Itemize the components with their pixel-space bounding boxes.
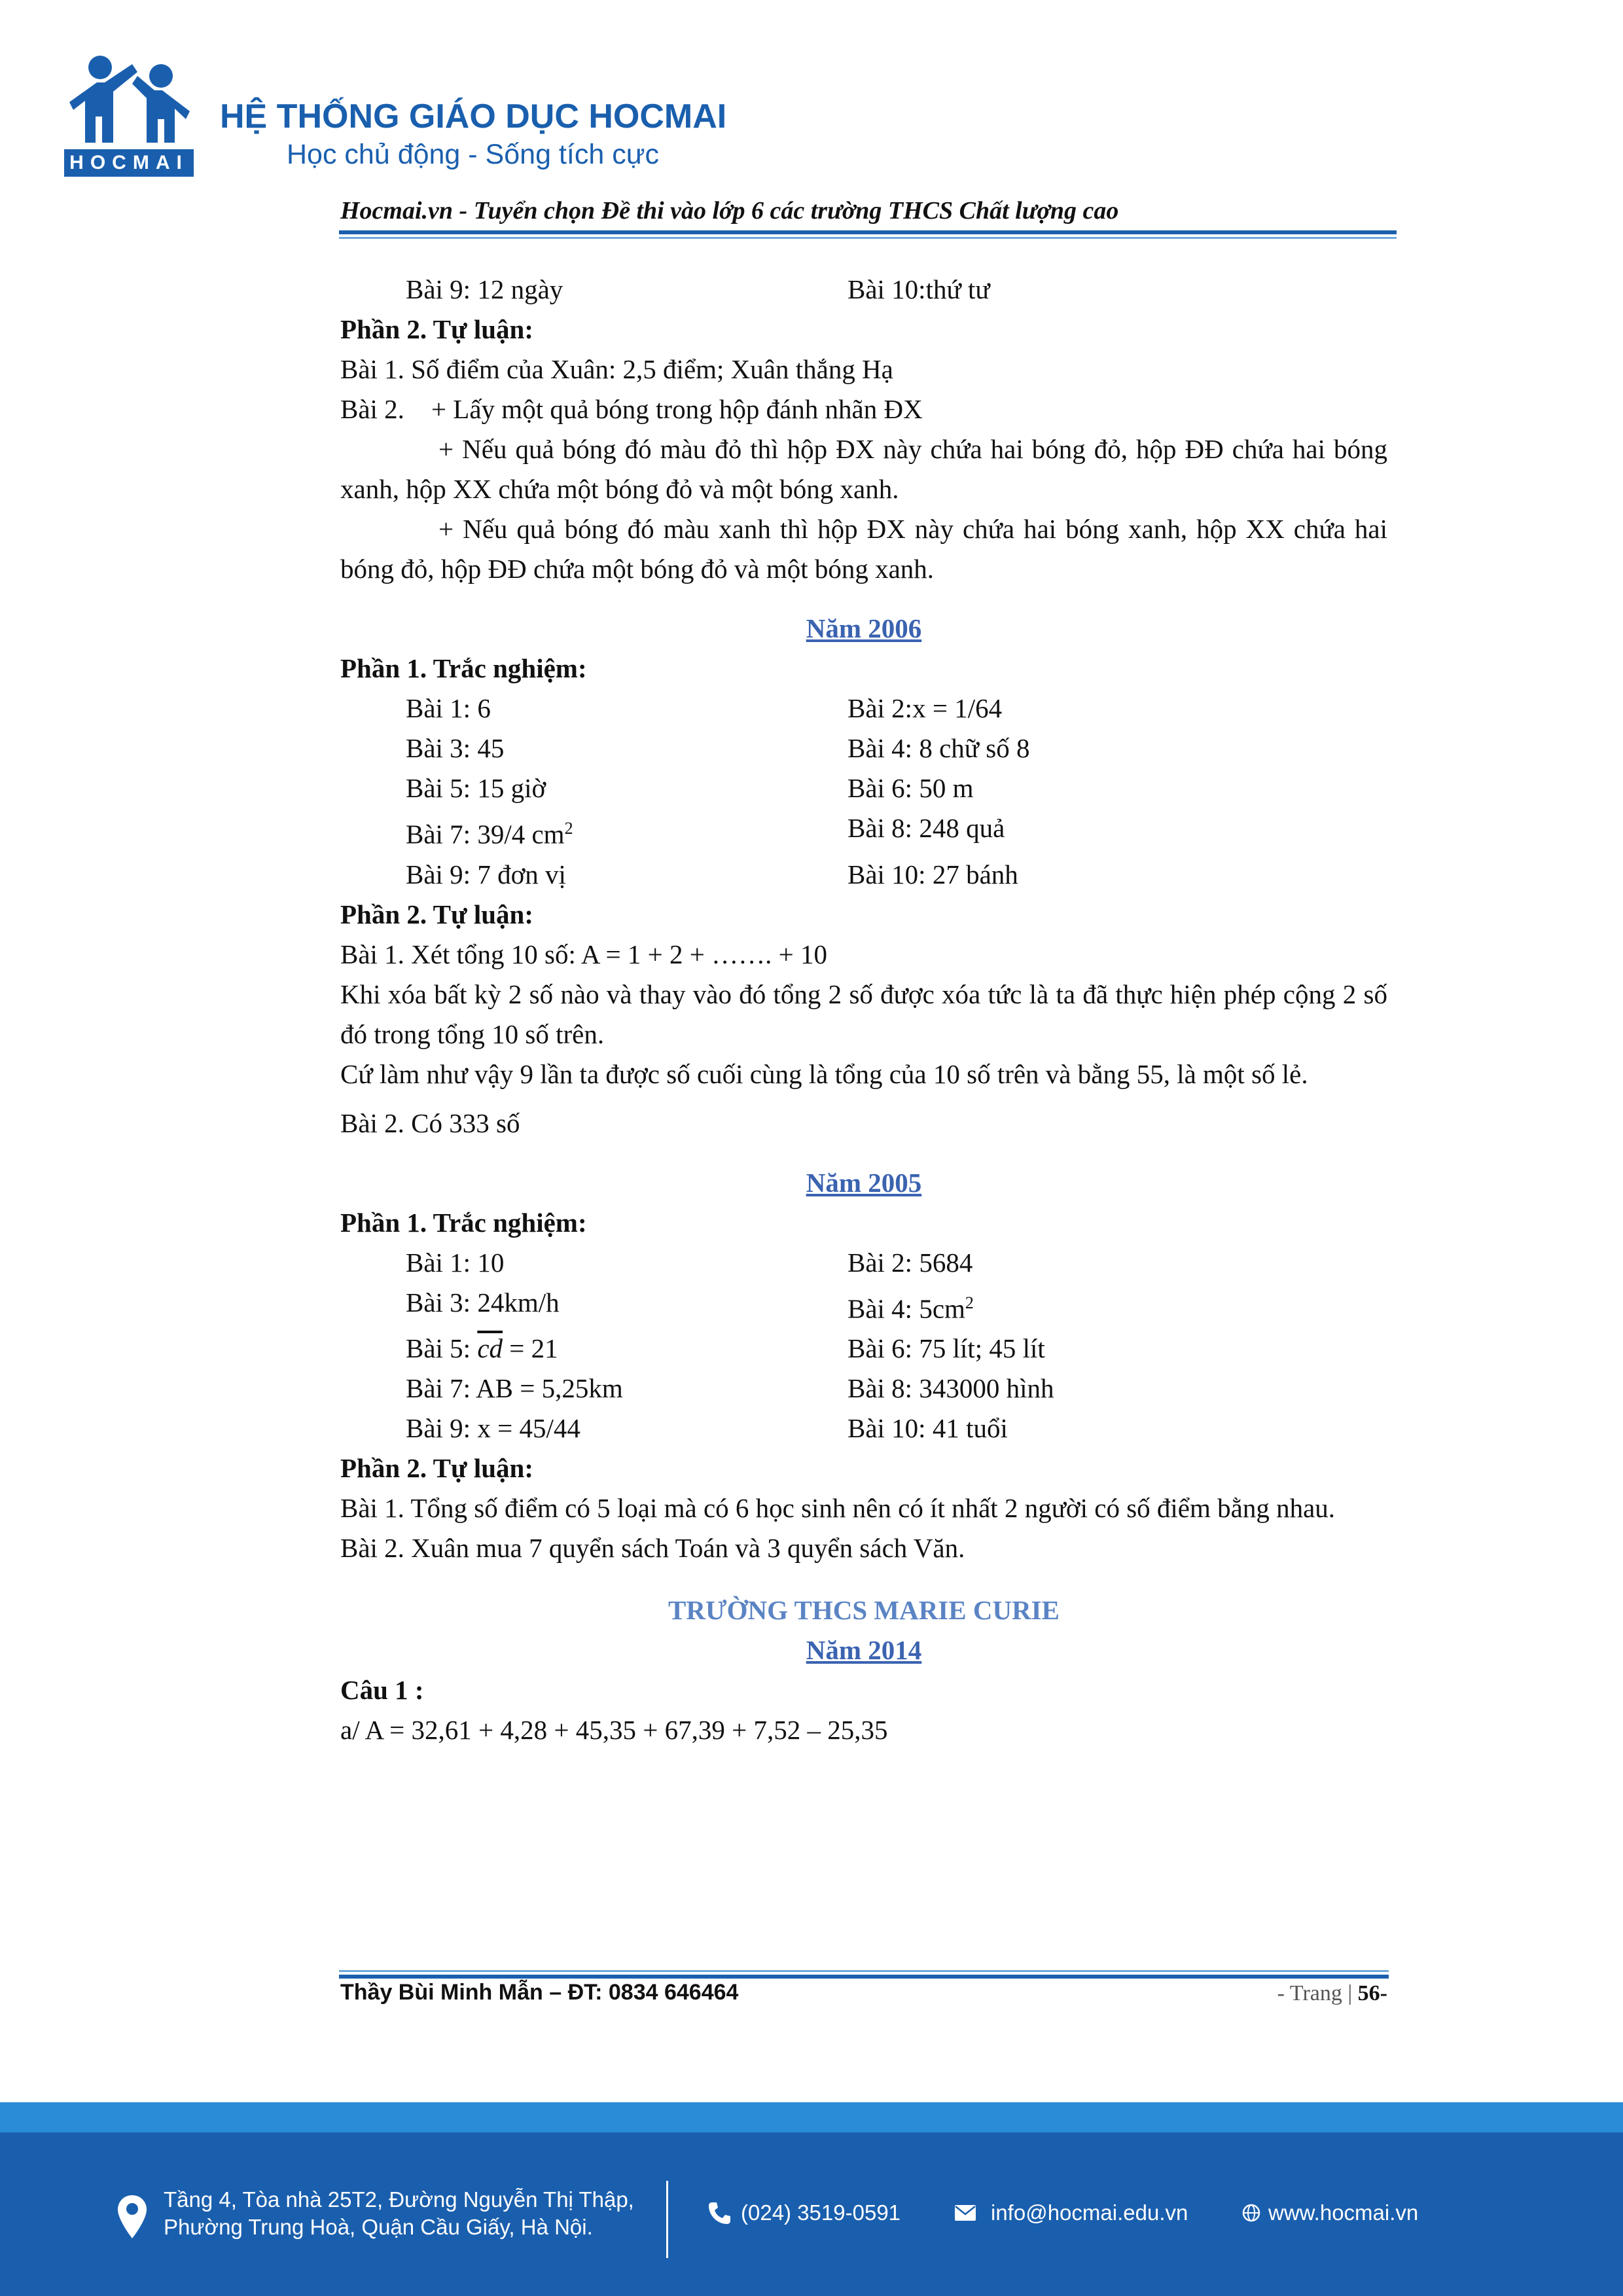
- school-heading: TRƯỜNG THCS MARIE CURIE: [668, 1595, 1060, 1626]
- running-head: Hocmai.vn - Tuyển chọn Đề thi vào lớp 6 các trường THCS Chất lượng cao: [340, 197, 1119, 224]
- answer-item: Bài 9: x = 45/44: [406, 1413, 580, 1444]
- question-title: Câu 1 :: [340, 1675, 424, 1706]
- answer-item: Bài 6: 50 m: [847, 773, 974, 803]
- globe-icon: [1242, 2204, 1260, 2222]
- paragraph: + Nếu quả bóng đó màu đỏ thì hộp ĐX này chứa hai bóng đỏ, hộp ĐĐ chứa hai bóng xanh, hộp XX chứa một bóng đỏ và một bóng xanh.: [340, 434, 1387, 504]
- answer-item: Bài 4: 8 chữ số 8: [847, 733, 1030, 763]
- brand-text: [220, 97, 726, 173]
- answer-item: Bài 10: 27 bánh: [847, 859, 1018, 889]
- paragraph: a/ A = 32,61 + 4,28 + 45,35 + 67,39 + 7,52 – 25,35: [340, 1715, 888, 1746]
- year-heading: Năm 2006: [806, 613, 922, 643]
- paragraph: Bài 1. Tổng số điểm có 5 loại mà có 6 học sinh nên có ít nhất 2 người có số điểm bằng nhau.: [340, 1493, 1336, 1524]
- answer-text: Bài 7: 39/4 cm: [406, 819, 565, 850]
- year-heading: Năm 2005: [806, 1167, 922, 1198]
- answer-item: Bài 7: AB = 5,25km: [406, 1373, 623, 1404]
- superscript: 2: [564, 819, 573, 838]
- header-rule-thin: [339, 237, 1397, 239]
- answer-item: Bài 6: 75 lít; 45 lít: [847, 1333, 1045, 1364]
- answer-item: Bài 1: 6: [406, 693, 491, 723]
- answer-text: = 21: [503, 1333, 558, 1364]
- footer-rule: [339, 1975, 1389, 1979]
- answer-text: Bài 5:: [406, 1333, 478, 1364]
- answer-item: Bài 3: 45: [406, 733, 505, 763]
- answer-item: Bài 1: 10: [406, 1247, 505, 1278]
- answer-item: Bài 9: 12 ngày: [406, 274, 563, 304]
- answer-item: Bài 9: 7 đơn vị: [406, 859, 566, 889]
- answer-item: [847, 1283, 1387, 1329]
- contact-band: [0, 2102, 1623, 2296]
- answer-item: [406, 1329, 847, 1369]
- paragraph: Bài 1. Số điểm của Xuân: 2,5 điểm; Xuân thắng Hạ: [340, 354, 893, 384]
- address-line1: Tầng 4, Tòa nhà 25T2, Đường Nguyễn Thị Thập,: [164, 2187, 634, 2212]
- answer-item: Bài 3: 24km/h: [406, 1287, 560, 1318]
- page-prefix: - Trang |: [1277, 1981, 1358, 2005]
- section-title: Phần 1. Trắc nghiệm:: [340, 653, 587, 683]
- logo-wordmark: HOCMAI: [64, 149, 194, 177]
- paragraph: Bài 2. Xuân mua 7 quyển sách Toán và 3 quyển sách Văn.: [340, 1533, 965, 1564]
- answer-item: Bài 8: 248 quả: [847, 813, 1005, 843]
- answer-grid: [340, 689, 1387, 895]
- answer-item: Bài 2: 5684: [847, 1247, 973, 1278]
- brand-title: HỆ THỐNG GIÁO DỤC HOCMAI: [220, 98, 727, 135]
- year-heading: Năm 2014: [806, 1635, 922, 1666]
- logo-figures-icon: [64, 51, 195, 149]
- email-icon: [954, 2204, 976, 2221]
- answer-grid: [340, 1243, 1387, 1449]
- answer-row: [340, 270, 1387, 310]
- address-line2: Phường Trung Hoà, Quận Cầu Giấy, Hà Nội.: [164, 2215, 593, 2239]
- page-number-value: 56-: [1357, 1981, 1387, 2005]
- answer-item: Bài 8: 343000 hình: [847, 1373, 1054, 1404]
- hocmai-logo: [64, 51, 195, 179]
- page-number: [1277, 1981, 1387, 2006]
- superscript: 2: [965, 1293, 974, 1312]
- email-link[interactable]: info@hocmai.edu.vn: [991, 2200, 1188, 2225]
- section-title: Phần 1. Trắc nghiệm:: [340, 1207, 587, 1238]
- paragraph: Bài 1. Xét tổng 10 số: A = 1 + 2 + ……. + 10: [340, 939, 827, 969]
- website-link[interactable]: www.hocmai.vn: [1268, 2200, 1419, 2225]
- page-content: [340, 270, 1387, 1750]
- header-rule: [339, 230, 1397, 234]
- section-title: Phần 2. Tự luận:: [340, 314, 534, 344]
- answer-item: Bài 2:x = 1/64: [847, 693, 1003, 723]
- footer-rule-thin: [339, 1970, 1389, 1972]
- section-title: Phần 2. Tự luận:: [340, 1453, 534, 1484]
- section-title: Phần 2. Tự luận:: [340, 899, 534, 929]
- answer-item: Bài 5: 15 giờ: [406, 773, 546, 803]
- answer-item: Bài 10: 41 tuổi: [847, 1413, 1008, 1444]
- phone-number[interactable]: (024) 3519-0591: [741, 2200, 901, 2225]
- paragraph: + Nếu quả bóng đó màu xanh thì hộp ĐX này chứa hai bóng xanh, hộp XX chứa hai bóng đỏ, hộp ĐĐ chứa một bóng đỏ và một bóng xanh.: [340, 514, 1387, 584]
- answer-item: [406, 808, 847, 855]
- contact-divider: [666, 2181, 668, 2258]
- footer-author: Thầy Bùi Minh Mẫn – ĐT: 0834 646464: [340, 1980, 739, 2005]
- phone-icon: [707, 2200, 732, 2225]
- answer-item: Bài 10:thứ tư: [847, 274, 990, 304]
- answer-text: Bài 4: 5cm: [847, 1293, 965, 1324]
- brand-header: [64, 51, 726, 179]
- paragraph: Cứ làm như vậy 9 lần ta được số cuối cùng là tổng của 10 số trên và bằng 55, là một số lẻ.: [340, 1058, 1308, 1089]
- brand-slogan: Học chủ động - Sống tích cực: [287, 139, 659, 170]
- contact-band-stripe: [0, 2102, 1623, 2132]
- overline-cd: $\overline{cd}$: [477, 1333, 503, 1364]
- location-pin-icon: [116, 2194, 148, 2240]
- paragraph: Khi xóa bất kỳ 2 số nào và thay vào đó tổng 2 số được xóa tức là ta đã thực hiện phép cộng 2 số đó trong tổng 10 số trên.: [340, 978, 1387, 1049]
- paragraph: Bài 2. + Lấy một quả bóng trong hộp đánh nhãn ĐX: [340, 394, 923, 424]
- paragraph: Bài 2. Có 333 số: [340, 1107, 520, 1138]
